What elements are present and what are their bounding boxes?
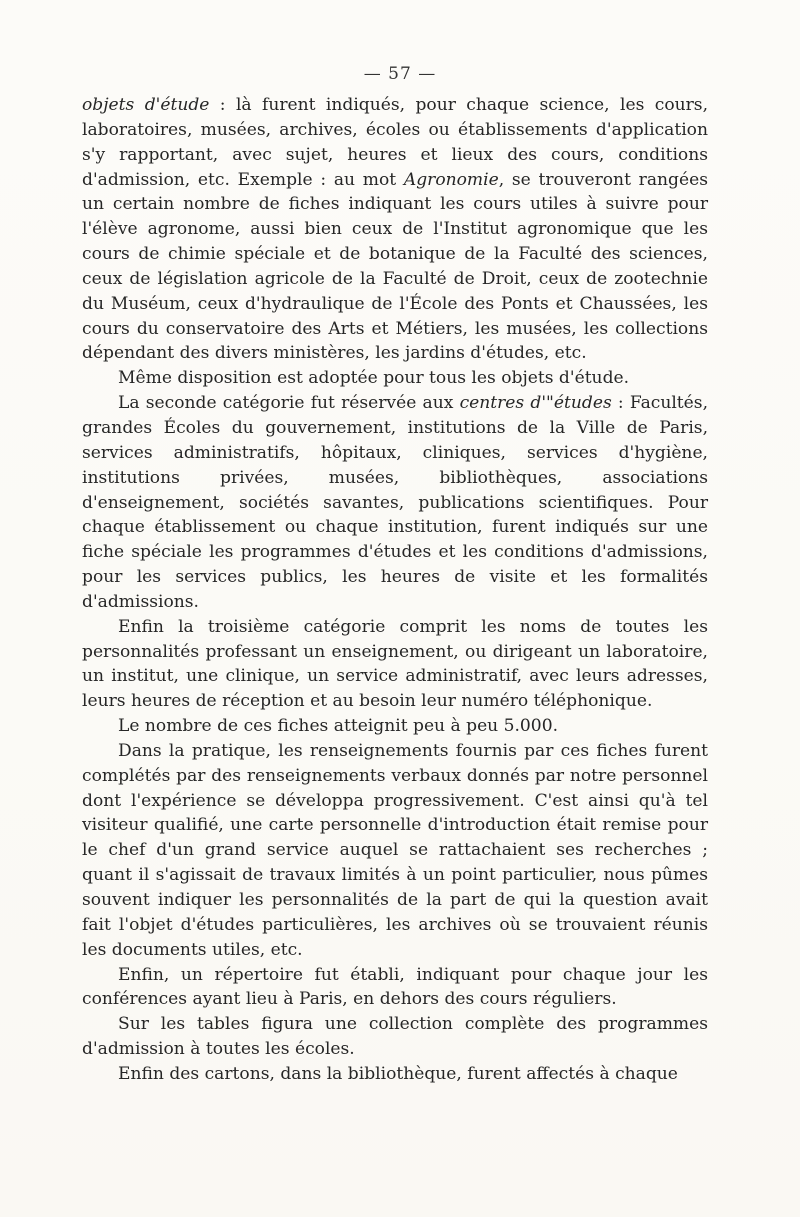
paragraph-8: Sur les tables figura une collection complète des programmes d'admission à toutes les écoles.	[82, 1014, 708, 1060]
paragraph-7: Enfin, un répertoire fut établi, indiquant pour chaque jour les conférences ayant lieu à Paris, en dehors des cours réguliers.	[82, 964, 708, 1010]
paragraph-5: Le nombre de ces fiches atteignit peu à peu 5.000.	[118, 716, 558, 737]
paragraph-1-text: : là furent indiqués, pour chaque science, les cours, laboratoires, musées, archives, écoles ou établissements d'application s'y rapportant, avec sujet, heures et lieux des cours, conditions d'admission, etc. Exemple : au mot	[82, 95, 708, 190]
paragraph-6: Dans la pratique, les renseignements fournis par ces fiches furent complétés par des renseignements verbaux donnés par notre personnel dont l'expérience se développa progressivement. C'est ainsi qu'à tel visiteur qualifié, une carte personnelle d'introduction était remise pour le chef d'un grand service auquel se rattachaient ses recherches ; quant il s'agissait de travaux limités à un point particulier, nous pûmes souvent indiquer les personnalités de la part de qui la question avait fait l'objet d'études particulières, les archives où se trouvaient réunis les documents utiles, etc.	[82, 740, 708, 960]
page-number: — 57 —	[363, 64, 437, 84]
paragraph-3-text: La seconde catégorie fut réservée aux	[118, 393, 460, 414]
paragraph-3	[82, 391, 708, 615]
italic-term-centres: centres d'"études	[459, 393, 612, 414]
body-text	[82, 93, 708, 1087]
paragraph-4: Enfin la troisième catégorie comprit les noms de toutes les personnalités professant un enseignement, ou dirigeant un laboratoire, un institut, une clinique, un service administratif, avec leurs adresses, leurs heures de réception et au besoin leur numéro téléphonique.	[82, 616, 708, 712]
paragraph-1-text-end: , se trouveront rangées un certain nombre de fiches indiquant les cours utiles à suivre pour l'élève agronome, aussi bien ceux de l'Institut agronomique que les cours de chimie spéciale et de botanique de la Faculté des sciences, ceux de législation agricole de la Faculté de Droit, ceux de zootechnie du Muséum, ceux d'hydraulique de l'École des Ponts et Chaussées, les cours du conservatoire des Arts et Métiers, les musées, les collections dépendant des divers ministères, les jardins d'études, etc.	[82, 169, 708, 364]
paragraph-2: Même disposition est adoptée pour tous les objets d'étude.	[118, 368, 630, 389]
italic-term-objets: objets d'étude	[82, 95, 210, 115]
paragraph-9: Enfin des cartons, dans la bibliothèque, furent affectés à chaque	[118, 1063, 678, 1084]
paragraph-3-text-end: : Facultés, grandes Écoles du gouvernement, institutions de la Ville de Paris, services administratifs, hôpitaux, cliniques, services d'hygiène, institutions privées, musées, bibliothèques, associations d'enseignement, sociétés savantes, publications scientifiques. Pour chaque établissement ou chaque institution, furent indiqués sur une fiche spéciale les programmes d'études et les conditions d'admissions, pour les services publics, les heures de visite et les formalités d'admissions.	[82, 393, 709, 612]
paragraph-1	[82, 93, 708, 366]
italic-term-agronomie: Agronomie	[403, 169, 499, 190]
